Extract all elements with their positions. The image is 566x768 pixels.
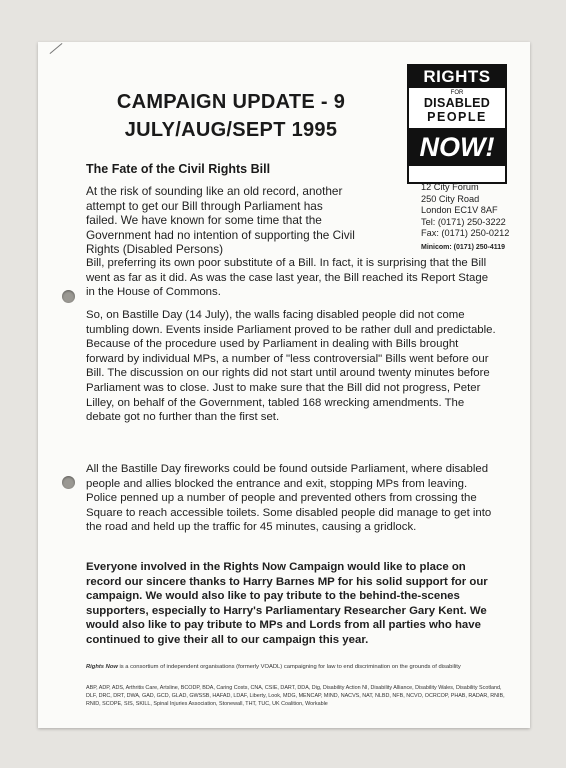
footnote-text: is a consortium of independent organisations (formerly VOADL) campaigning for law to end discrimination on the grounds of disability	[117, 664, 461, 670]
punch-hole-top	[62, 290, 75, 303]
logo-line-for: FOR	[450, 90, 464, 96]
title-line-1: CAMPAIGN UPDATE - 9	[116, 91, 346, 113]
punch-hole-bottom	[62, 476, 75, 489]
address-minicom: Minicom: (0171) 250-4119	[421, 243, 506, 251]
paragraph-3: So, on Bastille Day (14 July), the walls facing disabled people did not come tumbling down. Events inside Parliament proved to be rather dull and predictable. Because of the procedure used by Parliament in dealing with Bills brought forward by individual MPs, a number of "less controversial" Bills went before our Bill. The discussion on our rights did not start until around twenty minutes before Parliament was to close. Just to make sure that the Bill did not progress, Peter Lilley, on behalf of the Government, tabled 168 wrecking amendments. The debate got no further than the first set.	[86, 309, 496, 424]
address-line-3: London EC1V 8AF	[421, 205, 498, 216]
logo-line-now: NOW!	[409, 128, 505, 166]
paragraph-5-thanks: Everyone involved in the Rights Now Campaign would like to place on record our sincere thanks to Harry Barnes MP for his solid support for our campaign. We would also like to pay tribute to the behind-the-scenes supporters, especially to Harry's Parliamentary Researcher Gary Kent. We would also like to pay tribute to MPs and Lords from all parties who have continued to give their all to our campaign this year.	[86, 561, 488, 646]
section-heading: The Fate of the Civil Rights Bill	[86, 162, 271, 176]
document-page	[38, 42, 530, 728]
logo-line-disabled: DISABLED	[423, 96, 491, 110]
rights-now-logo	[407, 64, 507, 184]
address-line-1: 12 City Forum	[421, 182, 479, 192]
address-line-2: 250 City Road	[421, 193, 480, 204]
pencil-mark	[50, 43, 63, 54]
document-title	[86, 88, 376, 144]
paragraph-4: All the Bastille Day fireworks could be found outside Parliament, where disabled people and allies blocked the entrance and exit, stopping MPs from leaving. Police penned up a number of people and prevented others from crossing the Square to reach accessible toilets. Some disabled people did manage to get into the road and held up the traffic for 45 minutes, causing a gridlock.	[86, 463, 492, 534]
member-organisations: ABP, ADP, ADS, Arthritis Care, Artsline, BCODP, BDA, Caring Costs, CNA, CSIE, DART, DDA, Dig, Disability Action NI, Disability Alliance, Disability Wales, Disability Scotland, DLF, DRC, DRT, DWA, GAD, GCD, GLAD, GWSSB, HAFAD, LDAF, Liberty, Look, MDG, MENCAP, MIND, NACVS, NAT, NLBD, NFB, NCVO, OCRCOP, PHAB, RADAR, RNIB, RNID, SCOPE, SIS, SKILL, Spinal Injuries Association, Stonewall, THT, TUC, UK Coalition, Workable	[86, 685, 505, 707]
contact-address	[421, 182, 531, 254]
footnote-org-name: Rights Now	[86, 664, 118, 670]
title-line-2: JULY/AUG/SEPT 1995	[124, 119, 338, 141]
address-fax: Fax: (0171) 250-0212	[421, 228, 510, 239]
logo-line-rights: RIGHTS	[409, 66, 505, 88]
paragraph-2: Bill, preferring its own poor substitute of a Bill. In fact, it is surprising that the Bill went as far as it did. As was the case last year, the Bill reached its Report Stage in the House of Commons.	[86, 257, 489, 299]
footnote	[86, 663, 506, 671]
paragraph-1: At the risk of sounding like an old record, another attempt to get our Bill through Parliament has failed. We have known for some time that the Government had no intention of supporting the Civil Rights (Disabled Persons)	[86, 184, 355, 257]
logo-line-people: PEOPLE	[427, 110, 487, 124]
address-tel: Tel: (0171) 250-3222	[421, 216, 506, 227]
